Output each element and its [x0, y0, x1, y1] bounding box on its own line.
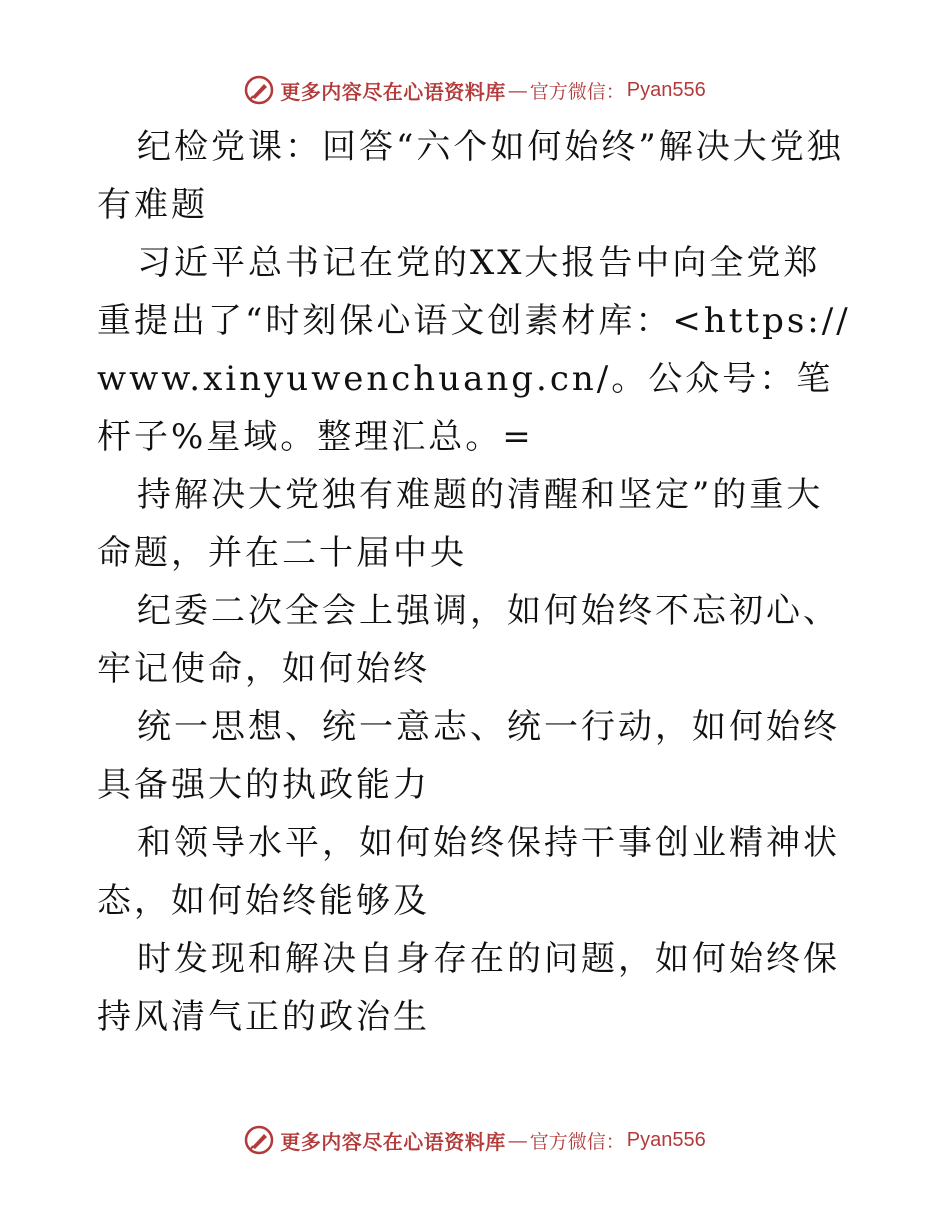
quill-pen-logo-icon	[244, 1125, 274, 1155]
banner-main-text: 更多内容尽在心语资料库	[280, 1129, 506, 1154]
banner-wechat-label: 官方微信：	[529, 1130, 625, 1153]
paragraph: 持解决大党独有难题的清醒和坚定”的重大命题，并在二十届中央	[97, 475, 824, 573]
header-banner	[0, 72, 950, 108]
banner-wechat-label: 官方微信：	[529, 80, 625, 103]
paragraph: 统一思想、统一意志、统一行动，如何始终具备强大的执政能力	[97, 707, 840, 805]
banner-main-text: 更多内容尽在心语资料库	[280, 79, 506, 104]
banner-wechat-id: Pyan556	[626, 1128, 706, 1151]
paragraph: 习近平总书记在党的XX大报告中向全党郑重提出了“时刻保心语文创素材库：<https://www.xinyuwenchuang.cn/。公众号：笔杆子%星域。整理汇总。=	[97, 243, 851, 457]
document-body	[97, 118, 857, 1046]
footer-banner	[0, 1122, 950, 1158]
banner-dash: —	[507, 78, 528, 102]
paragraph: 纪委二次全会上强调，如何始终不忘初心、牢记使命，如何始终	[97, 591, 840, 689]
quill-pen-logo-icon	[244, 75, 274, 105]
paragraph: 和领导水平，如何始终保持干事创业精神状态，如何始终能够及	[97, 823, 840, 921]
document-title: 纪检党课：回答“六个如何始终”解决大党独有难题	[97, 127, 844, 225]
banner-dash: —	[507, 1128, 528, 1152]
paragraph: 时发现和解决自身存在的问题，如何始终保持风清气正的政治生	[97, 939, 840, 1037]
banner-wechat-id: Pyan556	[626, 78, 706, 101]
